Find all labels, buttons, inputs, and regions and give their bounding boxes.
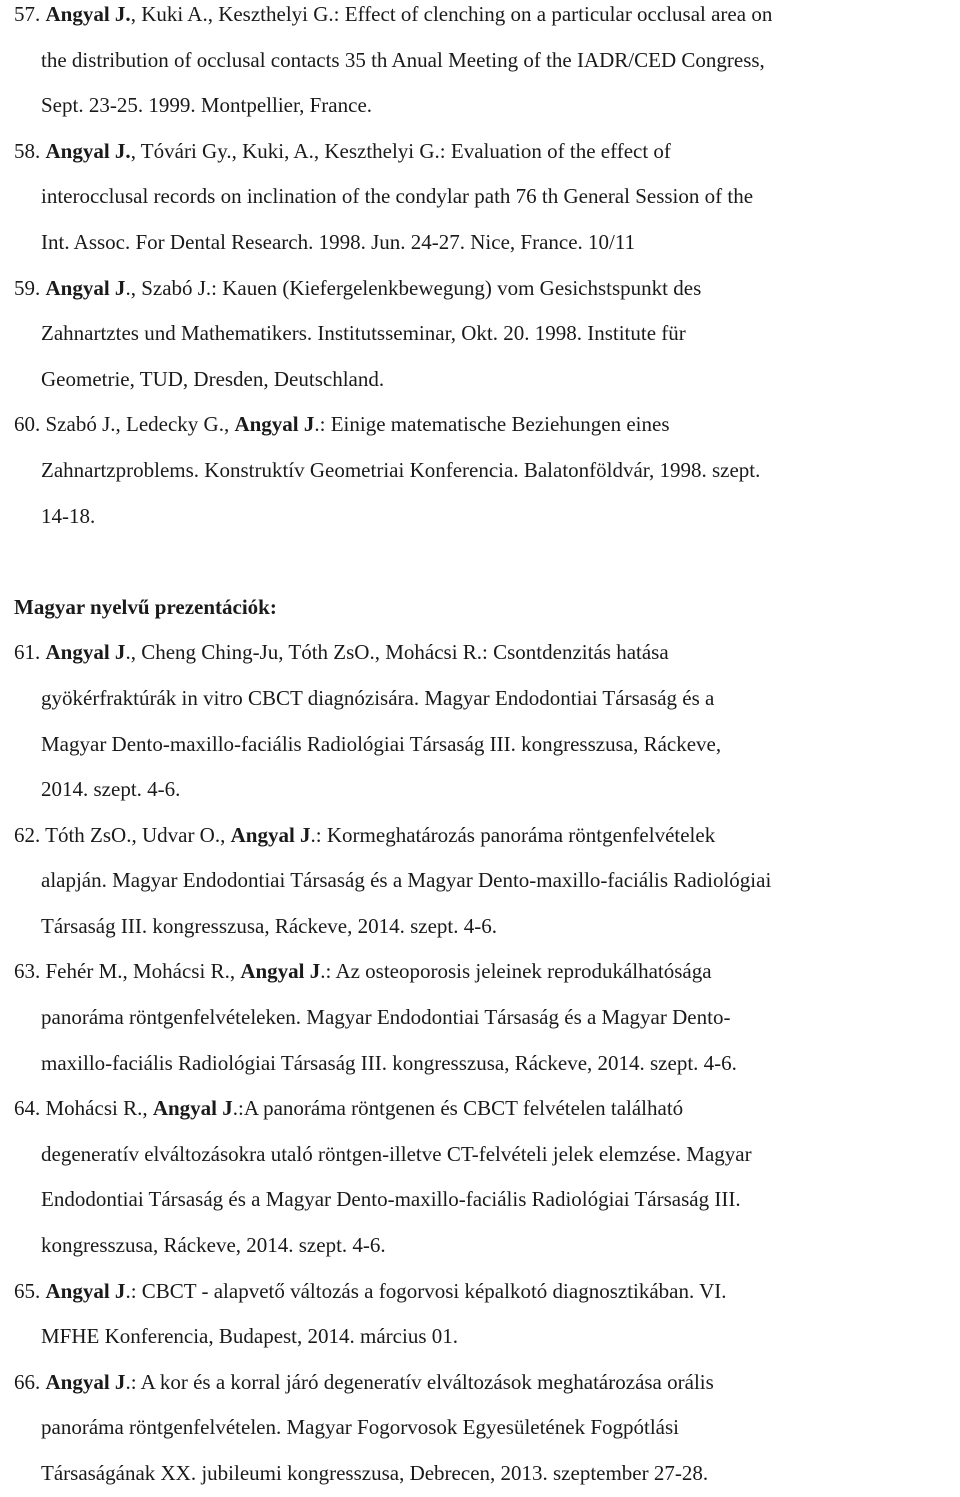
reference-continuation-line (14, 83, 954, 129)
reference-text: ., Szabó J.: Kauen (Kiefergelenkbewegung) vom Gesichstspunkt des (125, 275, 702, 300)
reference-text: Zahnartzproblems. Konstruktív Geometriai Konferencia. Balatonföldvár, 1998. szept. (41, 457, 761, 482)
reference-first-line (14, 949, 954, 995)
reference-entry (14, 266, 954, 403)
reference-text: , Kuki A., Keszthelyi G.: Effect of clenching on a particular occlusal area on (130, 2, 773, 26)
reference-continuation-line (14, 1314, 954, 1360)
reference-number: 62. (14, 822, 46, 847)
reference-text: , Tóvári Gy., Kuki, A., Keszthelyi G.: Evaluation of the effect of (130, 138, 671, 163)
reference-text: .: A kor és a korral járó degeneratív elváltozások meghatározása orális (125, 1369, 714, 1394)
reference-author-bold: Angyal J (45, 1369, 126, 1394)
reference-author-bold: Angyal J (45, 640, 126, 665)
reference-entry (14, 813, 954, 950)
reference-continuation-line (14, 722, 954, 768)
reference-entry (14, 0, 954, 129)
reference-number: 63. (14, 959, 46, 984)
reference-text: alapján. Magyar Endodontiai Társaság és a Magyar Dento-maxillo-faciális Radiológiai (41, 868, 772, 893)
reference-author-bold: Angyal J (230, 822, 311, 847)
reference-author-bold: Angyal J (234, 412, 315, 437)
reference-list-english (14, 0, 954, 539)
reference-text: .: Einige matematische Beziehungen eines (314, 412, 670, 437)
reference-entry (14, 949, 954, 1086)
reference-number: 64. (14, 1096, 46, 1121)
reference-continuation-line (14, 38, 954, 84)
reference-coauthors: Szabó J., Ledecky G., (45, 412, 235, 437)
reference-coauthors: Tóth ZsO., Udvar O., (45, 822, 231, 847)
reference-author-bold: Angyal J (152, 1096, 233, 1121)
reference-continuation-line (14, 1223, 954, 1269)
reference-text: Magyar Dento-maxillo-faciális Radiológiai Társaság III. kongresszusa, Ráckeve, (41, 731, 722, 756)
reference-continuation-line (14, 1405, 954, 1451)
reference-continuation-line (14, 448, 954, 494)
reference-continuation-line (14, 1041, 954, 1087)
reference-text: kongresszusa, Ráckeve, 2014. szept. 4-6. (41, 1233, 386, 1258)
reference-first-line (14, 266, 954, 312)
reference-entry (14, 630, 954, 812)
reference-coauthors: Fehér M., Mohácsi R., (45, 959, 241, 984)
section-heading: Magyar nyelvű prezentációk: (14, 594, 277, 619)
reference-text: Geometrie, TUD, Dresden, Deutschland. (41, 366, 385, 391)
reference-entry (14, 402, 954, 539)
reference-continuation-line (14, 904, 954, 950)
reference-text: Társaság III. kongresszusa, Ráckeve, 2014. szept. 4-6. (41, 913, 498, 938)
reference-text: 14-18. (41, 503, 96, 528)
reference-first-line (14, 0, 954, 38)
reference-text: ., Cheng Ching-Ju, Tóth ZsO., Mohácsi R.: Csontdenzitás hatása (125, 640, 669, 665)
reference-text: Int. Assoc. For Dental Research. 1998. Jun. 24-27. Nice, France. 10/11 (41, 229, 636, 254)
reference-first-line (14, 129, 954, 175)
reference-continuation-line (14, 767, 954, 813)
reference-text: interocclusal records on inclination of the condylar path 76 th General Session of the (41, 184, 754, 209)
reference-first-line (14, 630, 954, 676)
reference-continuation-line (14, 676, 954, 722)
reference-number: 65. (14, 1278, 46, 1303)
reference-continuation-line (14, 174, 954, 220)
reference-text: Társaságának XX. jubileumi kongresszusa, Debrecen, 2013. szeptember 27-28. (41, 1461, 709, 1485)
reference-text: .: Az osteoporosis jeleinek reprodukálhatósága (320, 959, 712, 984)
reference-continuation-line (14, 220, 954, 266)
reference-author-bold: Angyal J (45, 275, 126, 300)
reference-first-line (14, 1086, 954, 1132)
reference-text: maxillo-faciális Radiológiai Társaság III. kongresszusa, Ráckeve, 2014. szept. 4-6. (41, 1050, 737, 1075)
reference-text: panoráma röntgenfelvételeken. Magyar Endodontiai Társaság és a Magyar Dento- (41, 1005, 731, 1030)
reference-text: degeneratív elváltozásokra utaló röntgen-illetve CT-felvételi jelek elemzése. Magyar (41, 1141, 752, 1166)
reference-number: 57. (14, 2, 46, 26)
reference-text: Zahnartztes und Mathematikers. Institutsseminar, Okt. 20. 1998. Institute für (41, 321, 686, 346)
reference-text: 2014. szept. 4-6. (41, 777, 181, 802)
reference-text: the distribution of occlusal contacts 35 th Anual Meeting of the IADR/CED Congress, (41, 47, 765, 72)
reference-first-line (14, 402, 954, 448)
reference-first-line (14, 1360, 954, 1406)
reference-text: .: Kormeghatározás panoráma röntgenfelvételek (310, 822, 716, 847)
reference-continuation-line (14, 494, 954, 540)
reference-continuation-line (14, 1177, 954, 1223)
reference-text: MFHE Konferencia, Budapest, 2014. március 01. (41, 1324, 458, 1349)
reference-number: 60. (14, 412, 46, 437)
reference-number: 59. (14, 275, 46, 300)
reference-entry (14, 1269, 954, 1360)
reference-entry (14, 129, 954, 266)
reference-text: panoráma röntgenfelvételen. Magyar Fogorvosok Egyesületének Fogpótlási (41, 1415, 679, 1440)
reference-number: 61. (14, 640, 46, 665)
reference-author-bold: Angyal J. (45, 138, 131, 163)
reference-number: 66. (14, 1369, 46, 1394)
reference-continuation-line (14, 311, 954, 357)
section-gap (14, 539, 954, 585)
reference-author-bold: Angyal J (45, 1278, 126, 1303)
reference-continuation-line (14, 1132, 954, 1178)
reference-continuation-line (14, 995, 954, 1041)
reference-number: 58. (14, 138, 46, 163)
reference-text: gyökérfraktúrák in vitro CBCT diagnózisára. Magyar Endodontiai Társaság és a (41, 685, 715, 710)
reference-continuation-line (14, 357, 954, 403)
reference-continuation-line (14, 1451, 954, 1497)
reference-author-bold: Angyal J (240, 959, 321, 984)
reference-entry (14, 1360, 954, 1497)
reference-text: .: CBCT - alapvető változás a fogorvosi képalkotó diagnosztikában. VI. (125, 1278, 727, 1303)
reference-text: .:A panoráma röntgenen és CBCT felvételen található (232, 1096, 684, 1121)
reference-coauthors: Mohácsi R., (45, 1096, 153, 1121)
reference-text: Endodontiai Társaság és a Magyar Dento-maxillo-faciális Radiológiai Társaság III. (41, 1187, 741, 1212)
reference-author-bold: Angyal J. (45, 2, 131, 26)
reference-first-line (14, 813, 954, 859)
reference-text: Sept. 23-25. 1999. Montpellier, France. (41, 93, 373, 118)
reference-continuation-line (14, 858, 954, 904)
reference-entry (14, 1086, 954, 1268)
reference-first-line (14, 1269, 954, 1315)
reference-list-hungarian (14, 630, 954, 1496)
